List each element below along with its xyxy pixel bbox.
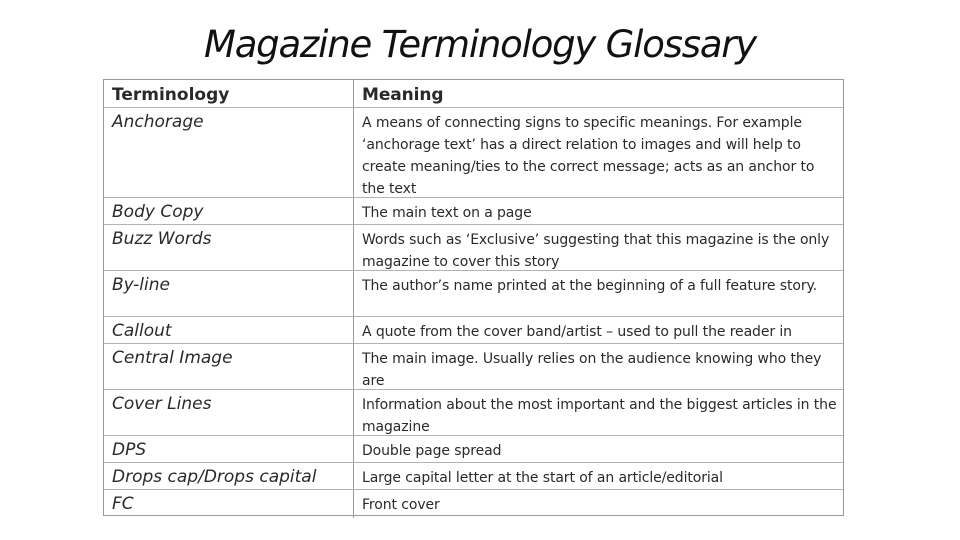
meaning-cell: Words such as ‘Exclusive’ suggesting that this magazine is the only magazine to cover this story: [354, 225, 843, 271]
meaning-cell: The main text on a page: [354, 198, 843, 225]
header-meaning: Meaning: [354, 80, 843, 108]
meaning-cell: Front cover: [362, 497, 440, 513]
meaning-cell: Large capital letter at the start of an article/editorial: [354, 463, 843, 490]
meaning-cell: The author’s name printed at the beginning of a full feature story.: [354, 271, 843, 317]
slide-title: Magazine Terminology Glossary: [203, 23, 757, 66]
meaning-cell: A means of connecting signs to specific meanings. For example ‘anchorage text’ has a direct relation to images and will help to create meaning/ties to the correct message; acts as an anchor to the text: [354, 108, 843, 198]
meaning-cell: Double page spread: [354, 436, 843, 463]
term-cell: Buzz Words: [104, 225, 354, 271]
term-cell: Body Copy: [104, 198, 354, 225]
term-cell: Cover Lines: [104, 390, 354, 436]
term-cell: Drops cap/Drops capital: [104, 463, 354, 490]
header-terminology: Terminology: [104, 80, 354, 108]
term-cell: Callout: [104, 317, 354, 344]
glossary-table: [103, 79, 844, 516]
meaning-cell: Information about the most important and the biggest articles in the magazine: [354, 390, 843, 436]
term-cell: Central Image: [104, 344, 354, 390]
term-cell: FC: [104, 490, 354, 518]
term-cell: By-line: [104, 271, 354, 317]
term-cell: DPS: [104, 436, 354, 463]
term-cell: Anchorage: [104, 108, 354, 198]
meaning-cell: A quote from the cover band/artist – used to pull the reader in: [354, 317, 843, 344]
meaning-cell: The main image. Usually relies on the audience knowing who they are: [354, 344, 843, 390]
